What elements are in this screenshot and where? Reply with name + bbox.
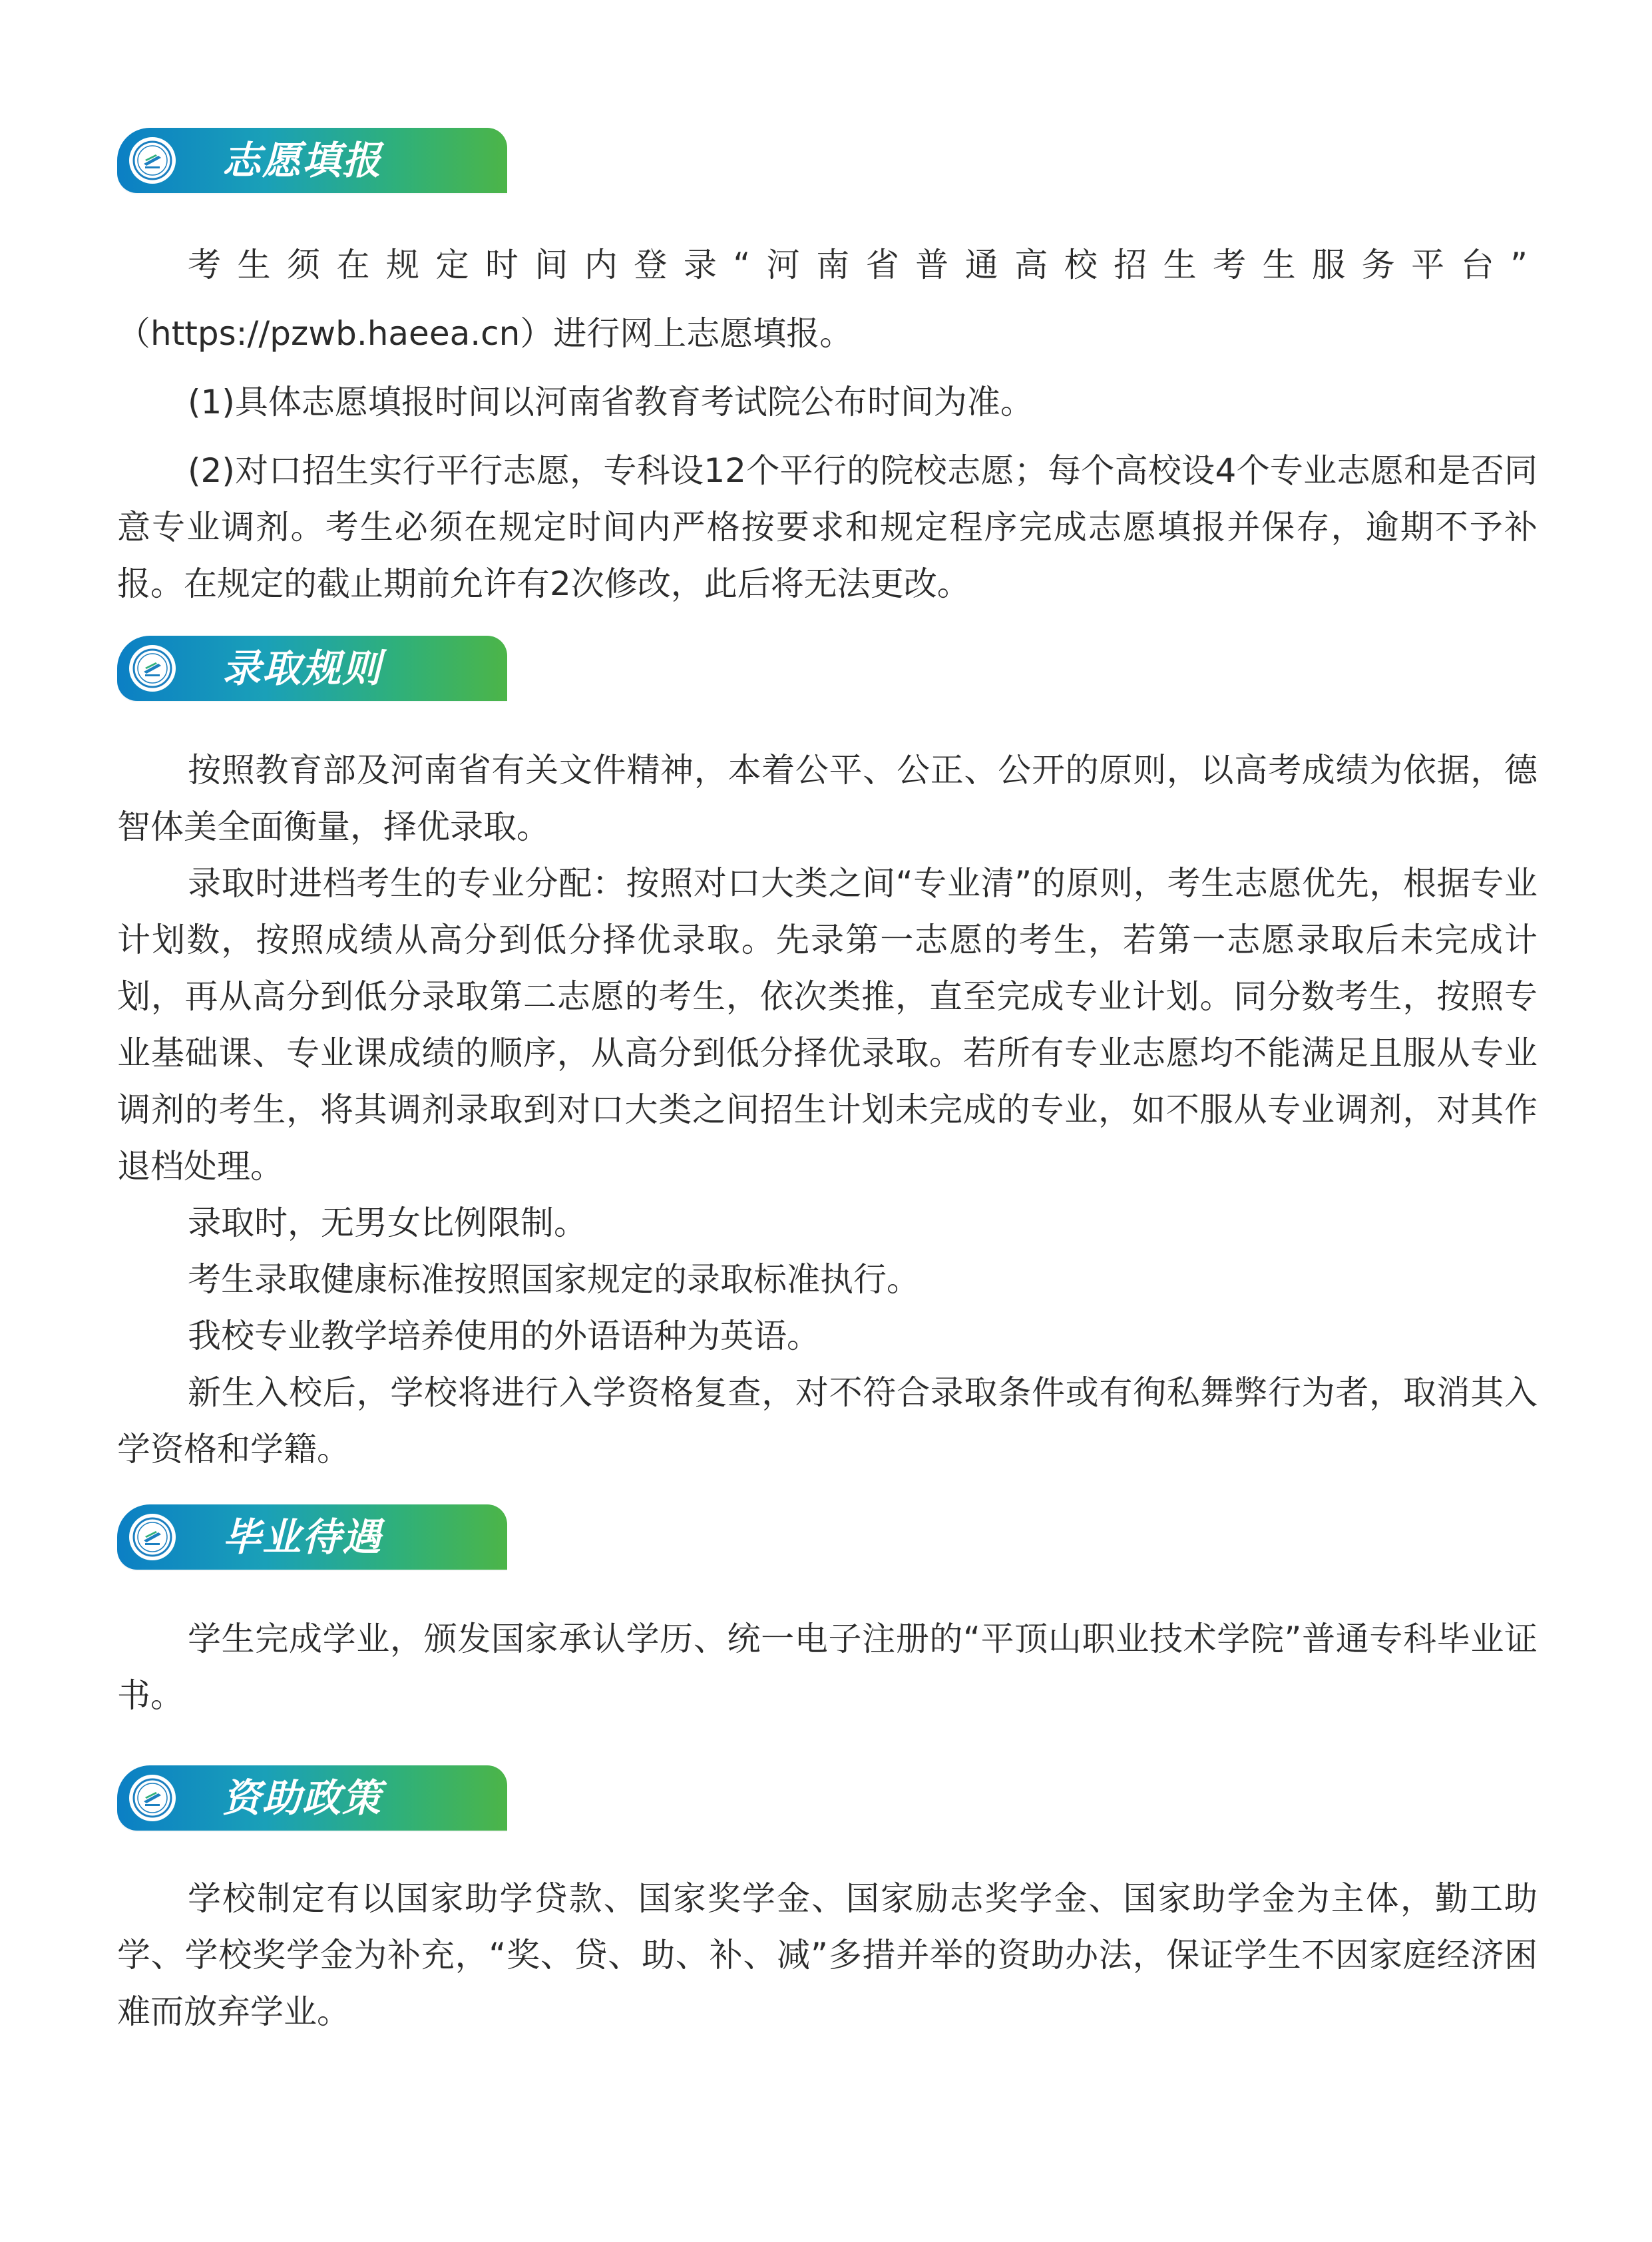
school-emblem-icon — [129, 645, 176, 692]
paragraph: 录取时进档考生的专业分配：按照对口大类之间“专业清”的原则，考生志愿优先，根据专业计划数，按照成绩从高分到低分择优录取。先录第一志愿的考生，若第一志愿录取后未完成计划，再从高分到低分录取第二志愿的考生，依次类推，直至完成专业计划。同分数考生，按照专业基础课、专业课成绩的顺序，从高分到低分择优录取。若所有专业志愿均不能满足且服从专业调剂的考生，将其调剂录取到对口大类之间招生计划未完成的专业，如不服从专业调剂，对其作退档处理。 — [117, 864, 1538, 1186]
section-title: 资助政策 — [222, 1775, 383, 1821]
paragraph: (2)对口招生实行平行志愿，专科设12个平行的院校志愿；每个高校设4个专业志愿和是否同意专业调剂。考生必须在规定时间内严格按要求和规定程序完成志愿填报并保存，逾期不予补报。在规定的截止期前允许有2次修改，此后将无法更改。 — [117, 451, 1538, 603]
section-body-graduation — [117, 1611, 1538, 1724]
section-header-admission-rules — [117, 636, 507, 701]
paragraph: 学生完成学业，颁发国家承认学历、统一电子注册的“平顶山职业技术学院”普通专科毕业证书。 — [117, 1620, 1538, 1715]
paragraph: 学校制定有以国家助学贷款、国家奖学金、国家励志奖学金、国家助学金为主体，勤工助学、学校奖学金为补充，“奖、贷、助、补、减”多措并举的资助办法，保证学生不因家庭经济困难而放弃学业。 — [117, 1879, 1538, 2031]
section-title: 志愿填报 — [222, 138, 383, 183]
section-body-financial-aid — [117, 1871, 1538, 2040]
paragraph: 考生须在规定时间内登录“河南省普通高校招生考生服务平台” — [188, 246, 1538, 284]
section-title: 毕业待遇 — [222, 1514, 383, 1560]
section-header-volunteer — [117, 128, 507, 193]
school-emblem-icon — [129, 1514, 176, 1560]
paragraph: 我校专业教学培养使用的外语语种为英语。 — [188, 1317, 820, 1355]
section-title: 录取规则 — [222, 646, 383, 691]
paragraph: 考生录取健康标准按照国家规定的录取标准执行。 — [188, 1260, 920, 1299]
section-header-financial-aid — [117, 1765, 507, 1831]
paragraph: 录取时，无男女比例限制。 — [188, 1204, 587, 1242]
section-body-volunteer — [117, 237, 1538, 624]
school-emblem-icon — [129, 137, 176, 184]
section-body-admission-rules — [117, 742, 1538, 1478]
paragraph: (1)具体志愿填报时间以河南省教育考试院公布时间为准。 — [188, 383, 1034, 421]
paragraph: 新生入校后，学校将进行入学资格复查，对不符合录取条件或有徇私舞弊行为者，取消其入学资格和学籍。 — [117, 1373, 1538, 1468]
section-header-graduation — [117, 1504, 507, 1570]
paragraph: 按照教育部及河南省有关文件精神，本着公平、公正、公开的原则，以高考成绩为依据，德智体美全面衡量，择优录取。 — [117, 751, 1538, 846]
school-emblem-icon — [129, 1775, 176, 1821]
paragraph: （https://pzwb.haeea.cn）进行网上志愿填报。 — [117, 314, 853, 353]
